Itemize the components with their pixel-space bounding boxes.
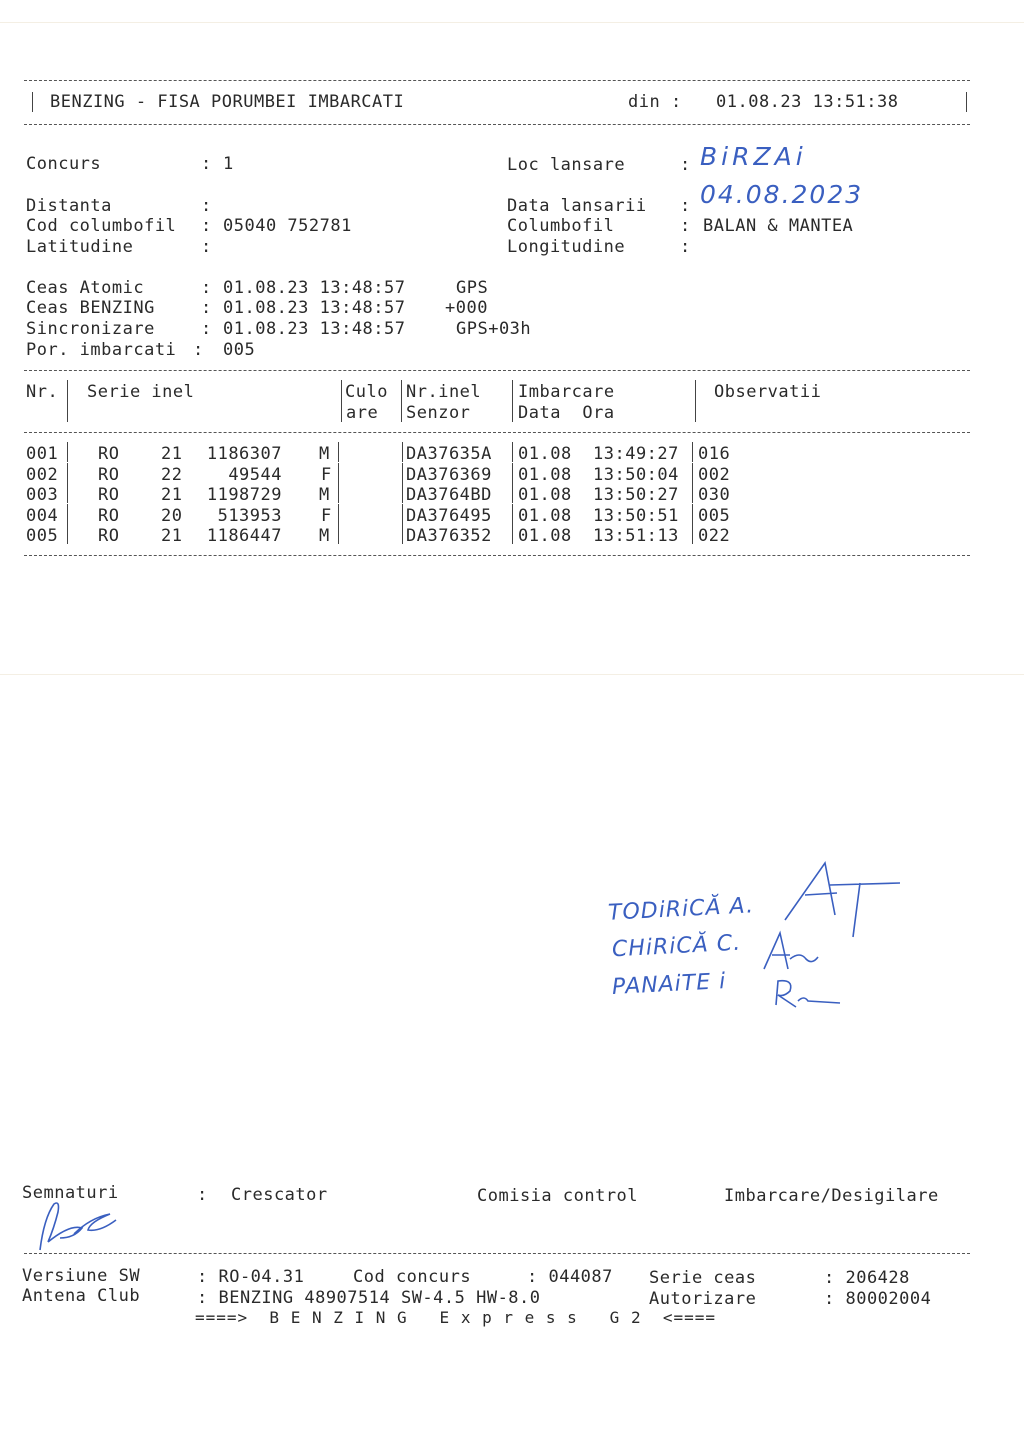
latitudine-sep: : [201, 237, 212, 257]
row-obs: 005 [698, 506, 731, 526]
row-obs: 030 [698, 485, 731, 505]
header-top-rule [24, 80, 970, 81]
commission-name-1: TODiRiCĂ A. [607, 893, 755, 926]
row-obs: 022 [698, 526, 731, 546]
row-divider [402, 524, 403, 544]
row-country: RO [98, 465, 120, 485]
row-divider [692, 504, 693, 524]
row-divider [402, 442, 403, 462]
col-header-inel-2: Senzor [406, 403, 471, 423]
footer-top-rule [24, 1253, 970, 1254]
doc-title: BENZING - FISA PORUMBEI IMBARCATI [50, 92, 405, 112]
table-bottom-rule [24, 555, 970, 556]
sincronizare-sep: : [201, 319, 212, 339]
row-country: RO [98, 444, 120, 464]
col-header-serie: Serie inel [87, 382, 195, 402]
row-year: 22 [161, 465, 183, 485]
ceas-benzing-label: Ceas BENZING [26, 298, 155, 318]
sincronizare-extra: GPS+03h [456, 319, 532, 339]
row-nr: 004 [26, 506, 59, 526]
row-date: 01.08 [518, 506, 572, 526]
antena-club-label: Antena Club [22, 1286, 141, 1306]
row-divider [338, 442, 339, 462]
columbofil-sep: : [680, 216, 691, 236]
row-nr: 003 [26, 485, 59, 505]
din-value: 01.08.23 13:51:38 [716, 92, 899, 112]
row-sex: M [319, 526, 330, 546]
row-year: 20 [161, 506, 183, 526]
ceas-atomic-extra: GPS [456, 278, 489, 298]
row-divider [67, 524, 68, 544]
sincronizare-label: Sincronizare [26, 319, 155, 339]
row-divider [338, 524, 339, 544]
crescator-signature [30, 1198, 120, 1258]
row-sensor: DA37635A [406, 444, 492, 464]
versiune-sw-value: : RO-04.31 [197, 1267, 305, 1287]
benzing-banner: ====> B E N Z I N G E x p r e s s G 2 <==== [195, 1308, 717, 1327]
commission-signature-3 [770, 975, 850, 1015]
por-imbarcati-value: 005 [223, 340, 256, 360]
row-divider [67, 483, 68, 503]
col-header-nr: Nr. [26, 382, 59, 402]
row-year: 21 [161, 444, 183, 464]
row-ring: 1186447 [206, 526, 282, 546]
row-time: 13:50:04 [593, 465, 679, 485]
row-divider [67, 504, 68, 524]
row-divider [512, 463, 513, 483]
col-header-culoare-1: Culo [345, 382, 388, 402]
col-header-culoare-2: are [346, 403, 379, 423]
columbofil-label: Columbofil [507, 216, 615, 236]
ceas-atomic-value: 01.08.23 13:48:57 [223, 278, 406, 298]
col-divider-imbarcare [695, 380, 696, 422]
page-edge-top [0, 22, 1024, 23]
commission-name-2: CHiRiCĂ C. [611, 930, 742, 963]
cod-columbofil-sep: : [201, 216, 212, 236]
col-header-imbarcare-1: Imbarcare [518, 382, 615, 402]
cod-concurs-value: : 044087 [527, 1267, 613, 1287]
row-nr: 001 [26, 444, 59, 464]
versiune-sw-label: Versiune SW [22, 1266, 141, 1286]
row-divider [338, 483, 339, 503]
col-divider-culoare [401, 380, 402, 422]
row-nr: 005 [26, 526, 59, 546]
table-top-rule [24, 370, 970, 371]
row-nr: 002 [26, 465, 59, 485]
row-sensor: DA376369 [406, 465, 492, 485]
autorizare-value: : 80002004 [824, 1289, 932, 1309]
crescator-label: Crescator [231, 1185, 328, 1205]
row-sensor: DA376352 [406, 526, 492, 546]
concurs-label: Concurs [26, 154, 102, 174]
row-divider [512, 524, 513, 544]
longitudine-sep: : [680, 237, 691, 257]
cod-concurs-label: Cod concurs [353, 1267, 472, 1287]
ceas-atomic-sep: : [201, 278, 212, 298]
distanta-sep: : [201, 196, 212, 216]
row-sensor: DA3764BD [406, 485, 492, 505]
ceas-benzing-value: 01.08.23 13:48:57 [223, 298, 406, 318]
loc-lansare-handwritten: BiRZAi [700, 142, 807, 171]
row-country: RO [98, 485, 120, 505]
header-right-bar [966, 92, 967, 112]
row-date: 01.08 [518, 485, 572, 505]
sincronizare-value: 01.08.23 13:48:57 [223, 319, 406, 339]
serie-ceas-value: : 206428 [824, 1268, 910, 1288]
col-header-observatii: Observatii [714, 382, 822, 402]
row-sex: M [319, 444, 330, 464]
latitudine-label: Latitudine [26, 237, 134, 257]
row-divider [67, 463, 68, 483]
row-divider [692, 463, 693, 483]
ceas-benzing-extra: +000 [445, 298, 488, 318]
col-header-inel-1: Nr.inel [406, 382, 482, 402]
ceas-benzing-sep: : [201, 298, 212, 318]
row-time: 13:50:27 [593, 485, 679, 505]
row-ring: 49544 [228, 465, 282, 485]
distanta-label: Distanta [26, 196, 112, 216]
concurs-value: 1 [223, 154, 234, 174]
row-time: 13:49:27 [593, 444, 679, 464]
ceas-atomic-label: Ceas Atomic [26, 278, 145, 298]
loc-lansare-sep: : [680, 155, 691, 175]
row-year: 21 [161, 526, 183, 546]
row-divider [692, 442, 693, 462]
row-sensor: DA376495 [406, 506, 492, 526]
header-bottom-rule [24, 124, 970, 125]
semnaturi-sep: : [197, 1185, 208, 1205]
col-divider-nr [67, 380, 68, 422]
por-imbarcati-sep: : [193, 340, 204, 360]
serie-ceas-label: Serie ceas [649, 1268, 757, 1288]
row-time: 13:51:13 [593, 526, 679, 546]
commission-signature-2 [760, 925, 830, 975]
row-sex: F [321, 465, 332, 485]
row-sex: F [321, 506, 332, 526]
data-lansarii-sep: : [680, 196, 691, 216]
row-ring: 1198729 [206, 485, 282, 505]
cod-columbofil-value: 05040 752781 [223, 216, 352, 236]
row-date: 01.08 [518, 444, 572, 464]
row-divider [512, 483, 513, 503]
row-divider [402, 463, 403, 483]
antena-club-value: : BENZING 48907514 SW-4.5 HW-8.0 [197, 1288, 541, 1308]
row-divider [692, 524, 693, 544]
data-lansarii-handwritten: 04.08.2023 [700, 180, 864, 209]
row-country: RO [98, 526, 120, 546]
row-obs: 002 [698, 465, 731, 485]
row-time: 13:50:51 [593, 506, 679, 526]
row-ring: 513953 [217, 506, 282, 526]
loc-lansare-label: Loc lansare [507, 155, 626, 175]
comisia-label: Comisia control [477, 1186, 639, 1206]
row-obs: 016 [698, 444, 731, 464]
header-left-bar [32, 92, 33, 112]
row-divider [67, 442, 68, 462]
row-year: 21 [161, 485, 183, 505]
col-divider-inel [512, 380, 513, 422]
page-fold [0, 674, 1024, 675]
semnaturi-label: Semnaturi [22, 1183, 119, 1203]
row-divider [402, 483, 403, 503]
concurs-sep: : [201, 154, 223, 174]
row-date: 01.08 [518, 465, 572, 485]
col-header-imbarcare-2: Data Ora [518, 403, 615, 423]
autorizare-label: Autorizare [649, 1289, 757, 1309]
col-divider-serie [341, 380, 342, 422]
row-date: 01.08 [518, 526, 572, 546]
table-header-rule [24, 432, 970, 433]
columbofil-value: BALAN & MANTEA [703, 216, 854, 236]
row-divider [512, 442, 513, 462]
din-label: din : [628, 92, 682, 112]
row-ring: 1186307 [206, 444, 282, 464]
row-divider [692, 483, 693, 503]
row-divider [402, 504, 403, 524]
commission-name-3: PANAiTE i [611, 969, 727, 1000]
data-lansarii-label: Data lansarii [507, 196, 647, 216]
row-divider [512, 504, 513, 524]
por-imbarcati-label: Por. imbarcati [26, 340, 177, 360]
imbarcare-desigilare-label: Imbarcare/Desigilare [724, 1186, 939, 1206]
row-sex: M [319, 485, 330, 505]
row-divider [338, 463, 339, 483]
longitudine-label: Longitudine [507, 237, 626, 257]
row-country: RO [98, 506, 120, 526]
cod-columbofil-label: Cod columbofil [26, 216, 177, 236]
row-divider [338, 504, 339, 524]
